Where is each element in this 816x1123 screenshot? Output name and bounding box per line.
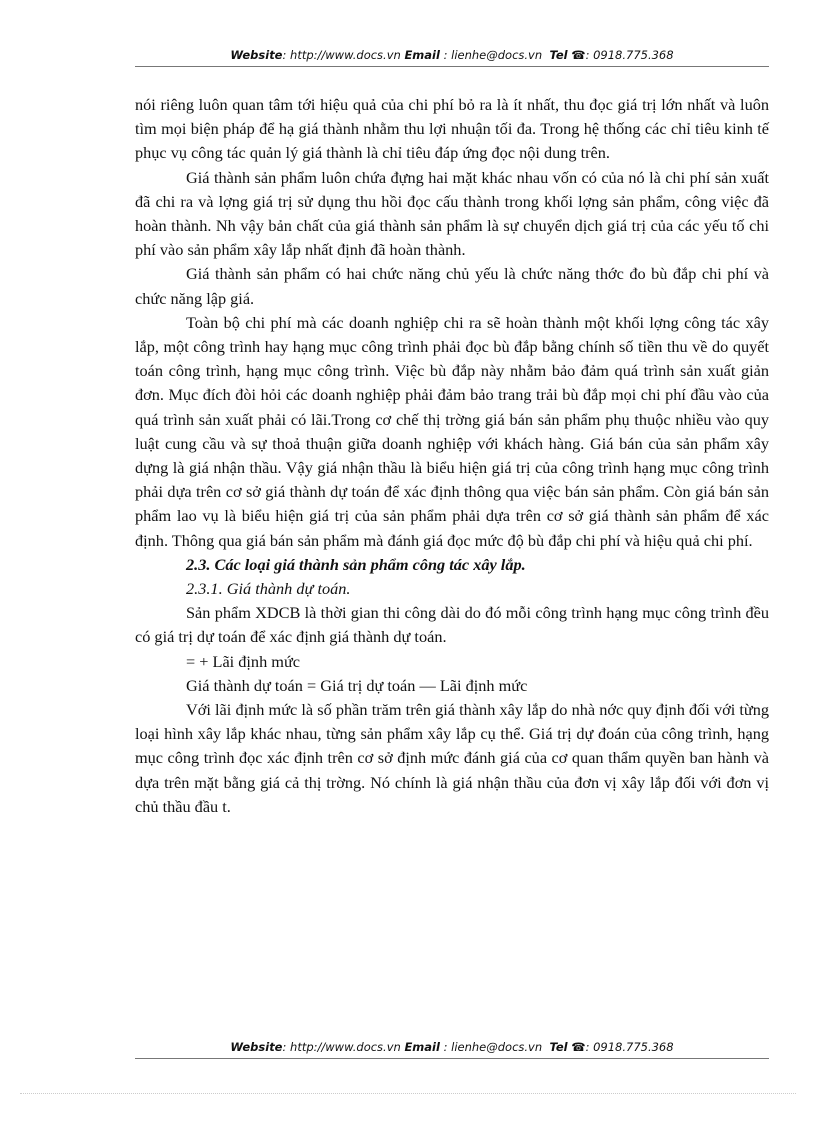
footer-website-label: Website [230, 1040, 283, 1054]
footer-email-value: : lienhe@docs.vn [443, 1040, 543, 1054]
phone-icon: ☎ [571, 48, 586, 62]
footer-email-label: Email [404, 1040, 440, 1054]
paragraph-3: Giá thành sản phẩm có hai chức năng chủ yếu là chức năng thớc đo bù đắp chi phí và chức năng lập giá. [135, 264, 769, 308]
page-break-line [20, 1093, 796, 1094]
header-rule [135, 66, 769, 67]
website-label: Website [230, 48, 283, 62]
footer-rule [135, 1058, 769, 1059]
page-footer [135, 1040, 769, 1054]
footer-website-value: : http://www.docs.vn [282, 1040, 401, 1054]
page-header [135, 48, 769, 62]
paragraph-6: Với lãi định mức là số phần trăm trên giá thành xây lắp do nhà nớc quy định đối với từng loại hình xây lắp khác nhau, từng sản phẩm xây lắp cụ thể. Giá trị dự đoán của công trình, hạng mục công trình đọc xác định trên cơ sở định mức đánh giá của cơ quan thẩm quyền ban hành và dựa trên mặt bằng giá cả thị trờng. Nó chính là giá nhận thầu của đơn vị xây lắp đối với đơn vị chủ thầu đầu t. [135, 700, 769, 816]
section-heading: 2.3. Các loại giá thành sản phẩm công tác xây lắp. [186, 554, 526, 574]
footer-phone-icon: ☎ [571, 1040, 586, 1054]
footer-tel-value: : 0918.775.368 [585, 1040, 674, 1054]
email-value: : lienhe@docs.vn [443, 48, 543, 62]
paragraph-1: nói riêng luôn quan tâm tới hiệu quả của chi phí bỏ ra là ít nhất, thu đọc giá trị lớn nhất và luôn tìm mọi biện pháp để hạ giá thành nhằm thu lợi nhuận tối đa. Trong hệ thống các chỉ tiêu kinh tế phục vụ công tác quản lý giá thành là chỉ tiêu đáp ứng đọc nội dung trên. [135, 95, 769, 163]
formula-2: Giá thành dự toán = Giá trị dự toán — Lãi định mức [186, 675, 528, 695]
paragraph-5: Sản phẩm XDCB là thời gian thi công dài do đó mỗi công trình hạng mục công trình đều có giá trị dự toán để xác định giá thành dự toán. [135, 603, 769, 647]
subsection-heading: 2.3.1. Giá thành dự toán. [186, 579, 351, 599]
document-body [135, 93, 769, 819]
formula-1: = + Lãi định mức [186, 651, 301, 671]
website-value: : http://www.docs.vn [282, 48, 401, 62]
footer-tel-label: Tel [549, 1040, 568, 1054]
paragraph-4: Toàn bộ chi phí mà các doanh nghiệp chi ra sẽ hoàn thành một khối lợng công tác xây lắp, một công trình hay hạng mục công trình phải đọc bù đắp bằng chính số tiền thu về do quyết toán công trình, hạng mục công trình. Việc bù đắp này nhằm bảo đảm quá trình sản xuất giản đơn. Mục đích đòi hỏi các doanh nghiệp phải đảm bảo trang trải bù đắp mọi chi phí đầu vào của quá trình sản xuất phải có lãi.Trong cơ chế thị trờng giá bán sản phẩm phụ thuộc nhiều vào quy luật cung cầu và sự thoả thuận giữa doanh nghiệp với khách hàng. Giá bán của sản phẩm xây dựng là giá nhận thầu. Vậy giá nhận thầu là biểu hiện giá trị của công trình hạng mục công trình phải dựa trên cơ sở giá thành dự toán để xác định thông qua việc bán sản phẩm. Còn giá bán sản phẩm lao vụ là biểu hiện giá trị của sản phẩm phải dựa trên cơ sở giá thành sản phẩm để xác định. Thông qua giá bán sản phẩm mà đánh giá đọc mức độ bù đắp chi phí và hiệu quả chi phí. [135, 312, 769, 550]
paragraph-2: Giá thành sản phẩm luôn chứa đựng hai mặt khác nhau vốn có của nó là chi phí sản xuất đã chi ra và lợng giá trị sử dụng thu hồi đọc cấu thành trong khối lợng sản phẩm, công việc đã hoàn thành. Nh vậy bản chất của giá thành sản phẩm là sự chuyển dịch giá trị của các yếu tố chi phí vào sản phẩm xây lắp nhất định đã hoàn thành. [135, 167, 769, 260]
tel-value: : 0918.775.368 [585, 48, 674, 62]
tel-label: Tel [549, 48, 568, 62]
email-label: Email [404, 48, 440, 62]
